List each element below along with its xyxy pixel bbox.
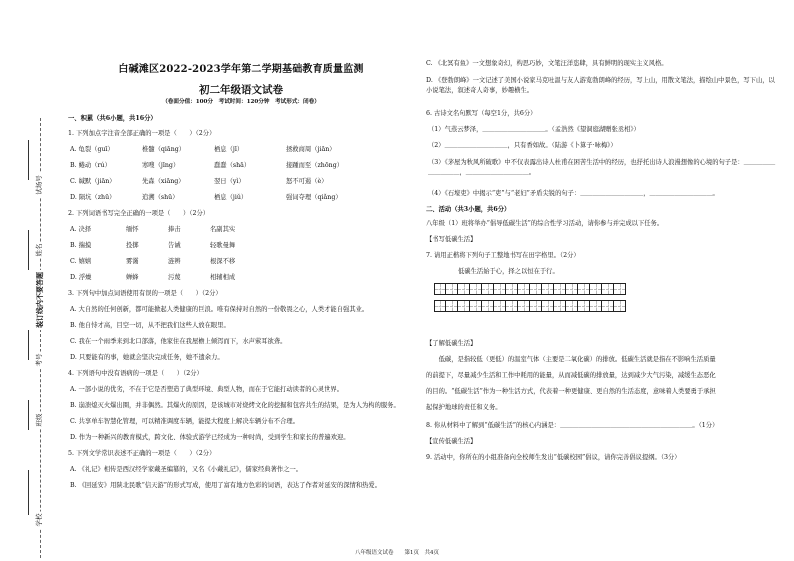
tianzige-row[interactable] xyxy=(434,300,626,312)
question-2: 2. 下列词语书写完全正确的一项是（ ）（2分） xyxy=(68,210,210,217)
binding-margin xyxy=(0,0,68,561)
passage-line-3: 的目的。“低碳生活”作为一种生活方式，代表着一种更健康、更自然的生活态度，意味着人类要勇于承担 xyxy=(426,388,716,395)
q5-option-c[interactable]: C. 《北冥有鱼》一文想象奇幻，构思巧妙，文笔汪洋恣肆，具有鲜明的现实主义风格。 xyxy=(426,60,668,67)
name-blank[interactable] xyxy=(28,230,29,270)
exam-number-blank[interactable] xyxy=(28,330,29,360)
section-2-heading: 二、活动（共3小题，共6分） xyxy=(426,206,511,213)
tianzige-grid[interactable] xyxy=(434,283,626,317)
binding-warning: 装订线内不要答题 xyxy=(34,272,44,328)
q5-option-d[interactable]: D. 《登勃朗峰》一文记述了美国小说家马克吐温与友人游览勃朗峰的经历，写上山，用散文笔法，描绘山中景色，写下山，以小说笔法，叙述奇人奇事，妙趣横生。 xyxy=(426,77,775,94)
question-1: 1. 下列加点字注音全部正确的一项是（ ）（2分） xyxy=(68,130,216,137)
q2-option-a[interactable]: A. 决择 缅怀 捧击 名副其实 xyxy=(70,226,236,233)
exam-title: 白碱滩区2022-2023学年第二学期基础教育质量监测 xyxy=(118,64,364,75)
activity-intro: 八年级（1）班将举办“倡导低碳生活”的综合性学习活动，请你参与并完成以下任务。 xyxy=(426,220,664,227)
passage-line-2: 的前提下，尽量减少生活和工作中耗用的能量，从而减低碳的排放量，达到减少大气污染，减缓生态恶化 xyxy=(426,372,716,379)
binding-label-class: 班级 xyxy=(35,413,44,427)
binding-label-name: 姓名 xyxy=(35,243,44,257)
passage-line-4: 起保护地球的责任和义务。 xyxy=(426,404,502,411)
q2-option-d[interactable]: D. 浮燥 蝉蜂 污蔑 相辅相成 xyxy=(70,274,236,281)
question-5: 5. 下列文学常识表述不正确的一项是（ ）（2分） xyxy=(68,450,216,457)
q2-option-b[interactable]: B. 揣摸 投掷 告诫 轻歌曼舞 xyxy=(70,242,236,249)
tianzige-row[interactable] xyxy=(434,283,626,295)
exam-meta: （卷面分值：100分 考试时间：120分钟 考试形式：闭卷） xyxy=(162,99,320,105)
page-footer: 八年级语文试卷 第1页 共4页 xyxy=(355,550,439,556)
school-blank[interactable] xyxy=(28,470,29,515)
task-promote-tag: 【宣传低碳生活】 xyxy=(426,438,477,445)
q6-blank-3[interactable]: （3）《茅屋为秋风所破歌》中不仅表露出诗人杜甫在困苦生活中的经历，也抒托出诗人浪漫想像的心境的句子是：＿＿＿＿＿＿＿＿＿＿，＿＿＿＿＿＿＿＿＿＿。 xyxy=(428,159,776,176)
section-1-heading: 一、积累（共6小题，共16分） xyxy=(68,115,157,122)
exam-room-blank[interactable] xyxy=(28,140,29,180)
q5-option-a[interactable]: A. 《礼记》相传是西汉经学家戴圣编纂的，又名《小戴礼记》，儒家经典著作之一。 xyxy=(70,466,303,473)
q2-option-c[interactable]: C. 嬉嬉 雾霭 涟辨 根深不移 xyxy=(70,258,236,265)
q3-option-b[interactable]: B. 他自恃才高，目空一切，从不把我们这些人放在眼里。 xyxy=(70,322,230,329)
q1-option-c[interactable]: C. 缄默（jiān） 先森（xiāng） 翌日（yì） 怒不可遏（è） xyxy=(70,178,328,185)
q1-option-b[interactable]: B. 蜷动（rú） 寒嗖（jīng） 蠢蠢（shā） 接踵而至（zhōng） xyxy=(70,162,344,169)
q3-option-d[interactable]: D. 只要能有的事，她就会坚决完成任务，她不遗余力。 xyxy=(70,354,224,361)
binding-label-school: 学校 xyxy=(35,513,44,527)
passage-line-1: 低碳，是指较低（更低）的温室气体（主要是二氧化碳）的排放。低碳生活就是指在不影响生活质量 xyxy=(426,356,716,363)
q1-option-a[interactable]: A. 龟裂（guī） 椎髓（qiāng） 栖息（jī） 拯救商周（jiān） xyxy=(70,146,336,153)
question-8[interactable]: 8. 你从材料中了解到“低碳生活”的核心内涵是：＿＿＿＿＿＿＿＿＿＿＿＿＿＿＿＿＿＿＿＿＿。（1分） xyxy=(426,422,719,429)
q6-blank-1[interactable]: （1）气蒸云梦泽，＿＿＿＿＿＿＿＿＿＿。（孟浩然《望洞庭湖赠张丞相》） xyxy=(428,126,640,133)
q6-blank-4[interactable]: （4）《石壕吏》中揭示“吏”与“老妇”矛盾尖锐的句子：＿＿＿＿＿＿＿＿＿＿，＿＿＿＿＿＿＿＿＿＿。 xyxy=(428,190,719,197)
q5-option-b[interactable]: B. 《回延安》用陕北民歌“信天游”的形式写成，使用了富有地方色彩的词语，表达了作者对延安的深情和热爱。 xyxy=(70,482,382,489)
exam-subtitle: 初二年级语文试卷 xyxy=(199,84,283,96)
q4-option-c[interactable]: C. 共享单车智慧化管理，可以精准调度车辆，能提大程度上解决车辆分布不合理。 xyxy=(70,418,299,425)
question-6: 6. 古诗文名句默写（每空1分，共6分） xyxy=(426,110,537,117)
q1-option-d[interactable]: D. 陨坑（zhū） 追溯（shū） 栖息（jiǔ） 强词夺理（qiǎng） xyxy=(70,194,342,201)
question-7: 7. 请用正楷将下列句子工整地书写在田字格里。（2分） xyxy=(426,252,580,259)
q6-blank-2[interactable]: （2）＿＿＿＿＿＿＿＿＿＿，只有香如故。（陆游《卜算子·咏梅》） xyxy=(428,142,617,149)
q3-option-a[interactable]: A. 大自然的任何创新，都可能掀起人类健康的巨浪。唯有保持对自然的一份敬畏之心，人类才能自强其业。 xyxy=(70,306,369,313)
question-9: 9. 活动中，你所在的小组准备向全校师生发出“低碳校园”倡议，请你完善倡议提纲。（3分） xyxy=(426,454,681,461)
binding-label-exam-room: 试场号 xyxy=(35,175,44,195)
binding-label-exam-number: 考号 xyxy=(35,353,44,367)
q7-sentence: 低碳生活始于心，择之以恒在于行。 xyxy=(458,268,559,275)
q4-option-d[interactable]: D. 作为一种新兴的教育模式，跨文化、体验式游学已经成为一种时尚，受到学生和家长的普遍欢迎。 xyxy=(70,434,350,441)
q4-option-b[interactable]: B. 崩溃熄灭火爆出圈，并非偶然。其爆火的原因，是该城市对烧烤文化的挖掘和包容共生的结果，是为人为构的服务。 xyxy=(70,402,400,409)
task-write-tag: 【书写低碳生活】 xyxy=(426,236,477,243)
task-understand-tag: 【了解低碳生活】 xyxy=(426,340,477,347)
q4-option-a[interactable]: A. 一部小说的优劣，不在于它是否塑造了典型环境、典型人物，而在于它能打动读者的心灵世界。 xyxy=(70,386,344,393)
class-blank[interactable] xyxy=(28,400,29,430)
q3-option-c[interactable]: C. 我在一个雨季来到北口部落，他家住在我屋檐上倾泻而下，水声萦耳欲聋。 xyxy=(70,338,287,345)
question-3: 3. 下列句中加点词语使用有误的一项是（ ）（2分） xyxy=(68,290,222,297)
question-4: 4. 下列语句中没有语病的一项是（ ）（2分） xyxy=(68,370,203,377)
